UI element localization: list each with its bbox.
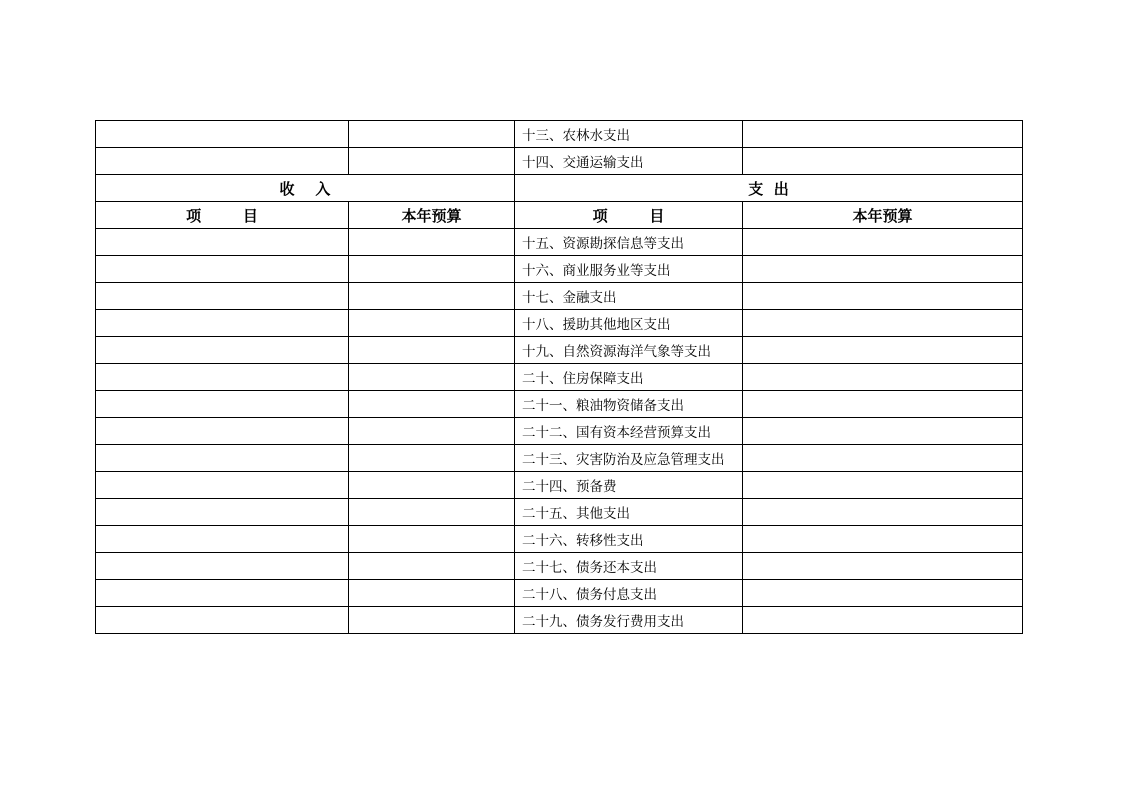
expense-budget-cell [743, 553, 1023, 580]
expense-item-cell: 二十六、转移性支出 [515, 526, 743, 553]
income-item-header: 项 目 [96, 202, 349, 229]
expense-budget-cell [743, 607, 1023, 634]
income-budget-cell [349, 337, 515, 364]
expense-item-cell: 十三、农林水支出 [515, 121, 743, 148]
expense-item-header: 项 目 [515, 202, 743, 229]
income-budget-cell [349, 553, 515, 580]
income-item-cell [96, 472, 349, 499]
income-item-cell [96, 256, 349, 283]
income-item-cell [96, 526, 349, 553]
table-row [96, 391, 1023, 418]
expense-item-cell: 二十五、其他支出 [515, 499, 743, 526]
table-row [96, 229, 1023, 256]
income-budget-cell [349, 283, 515, 310]
table-row [96, 526, 1023, 553]
income-item-cell [96, 418, 349, 445]
expense-budget-cell [743, 229, 1023, 256]
expense-item-cell: 二十七、债务还本支出 [515, 553, 743, 580]
expense-budget-cell [743, 283, 1023, 310]
income-item-cell [96, 148, 349, 175]
expense-item-cell: 二十三、灾害防治及应急管理支出 [515, 445, 743, 472]
expense-item-cell: 二十二、国有资本经营预算支出 [515, 418, 743, 445]
expense-item-cell: 二十、住房保障支出 [515, 364, 743, 391]
income-budget-cell [349, 256, 515, 283]
income-item-cell [96, 499, 349, 526]
expense-section-header: 支 出 [515, 175, 1023, 202]
table-row [96, 148, 1023, 175]
expense-budget-cell [743, 472, 1023, 499]
income-budget-cell [349, 148, 515, 175]
income-item-cell [96, 607, 349, 634]
table-row [96, 283, 1023, 310]
budget-table-body [96, 121, 1023, 634]
income-item-cell [96, 283, 349, 310]
expense-budget-cell [743, 121, 1023, 148]
expense-budget-cell [743, 526, 1023, 553]
expense-item-cell: 十八、援助其他地区支出 [515, 310, 743, 337]
expense-budget-cell [743, 364, 1023, 391]
income-item-cell [96, 580, 349, 607]
table-row [96, 364, 1023, 391]
expense-budget-cell [743, 391, 1023, 418]
expense-item-cell: 二十八、债务付息支出 [515, 580, 743, 607]
expense-budget-header: 本年预算 [743, 202, 1023, 229]
expense-budget-cell [743, 256, 1023, 283]
expense-budget-cell [743, 580, 1023, 607]
table-row [96, 580, 1023, 607]
income-item-cell [96, 229, 349, 256]
expense-item-cell: 十五、资源勘探信息等支出 [515, 229, 743, 256]
expense-item-cell: 十六、商业服务业等支出 [515, 256, 743, 283]
expense-item-cell: 二十一、粮油物资储备支出 [515, 391, 743, 418]
expense-budget-cell [743, 418, 1023, 445]
expense-item-cell: 十四、交通运输支出 [515, 148, 743, 175]
expense-item-cell: 二十九、债务发行费用支出 [515, 607, 743, 634]
income-budget-cell [349, 310, 515, 337]
table-row [96, 337, 1023, 364]
income-item-cell [96, 391, 349, 418]
table-row [96, 553, 1023, 580]
table-row [96, 607, 1023, 634]
expense-item-cell: 十九、自然资源海洋气象等支出 [515, 337, 743, 364]
table-row [96, 445, 1023, 472]
table-row [96, 472, 1023, 499]
table-row [96, 499, 1023, 526]
expense-budget-cell [743, 148, 1023, 175]
expense-budget-cell [743, 499, 1023, 526]
income-item-cell [96, 445, 349, 472]
income-budget-cell [349, 472, 515, 499]
expense-budget-cell [743, 310, 1023, 337]
income-item-cell [96, 364, 349, 391]
income-item-cell [96, 337, 349, 364]
income-budget-cell [349, 121, 515, 148]
table-row [96, 310, 1023, 337]
income-budget-cell [349, 580, 515, 607]
income-budget-cell [349, 364, 515, 391]
table-row [96, 418, 1023, 445]
budget-table [95, 120, 1023, 634]
income-budget-cell [349, 499, 515, 526]
income-budget-cell [349, 418, 515, 445]
column-header-row [96, 202, 1023, 229]
table-row [96, 121, 1023, 148]
income-budget-cell [349, 445, 515, 472]
income-budget-cell [349, 229, 515, 256]
income-budget-header: 本年预算 [349, 202, 515, 229]
expense-budget-cell [743, 445, 1023, 472]
income-section-header: 收 入 [96, 175, 515, 202]
income-item-cell [96, 121, 349, 148]
income-item-cell [96, 553, 349, 580]
expense-item-cell: 十七、金融支出 [515, 283, 743, 310]
income-budget-cell [349, 607, 515, 634]
income-budget-cell [349, 391, 515, 418]
table-row [96, 256, 1023, 283]
section-header-row [96, 175, 1023, 202]
income-budget-cell [349, 526, 515, 553]
expense-budget-cell [743, 337, 1023, 364]
income-item-cell [96, 310, 349, 337]
expense-item-cell: 二十四、预备费 [515, 472, 743, 499]
